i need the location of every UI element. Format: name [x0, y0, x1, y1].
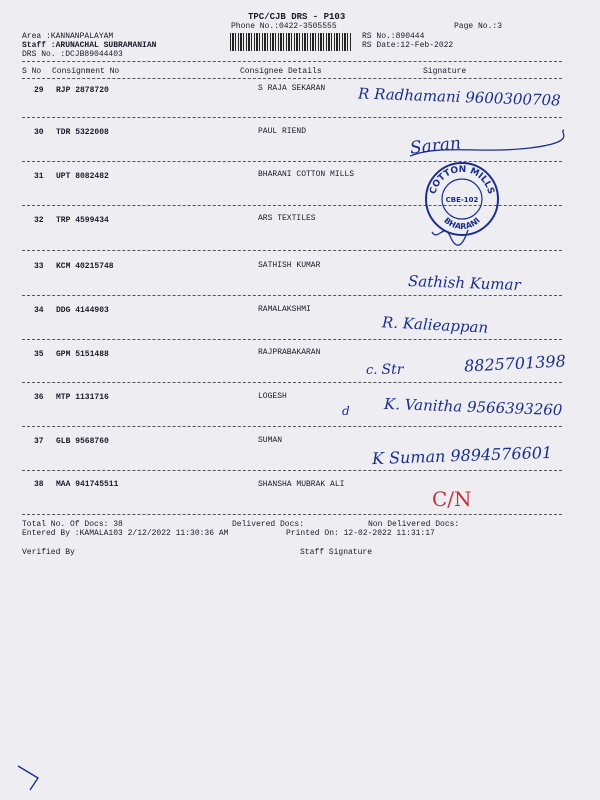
- divider: [22, 61, 562, 62]
- row-consignment: TDR 5322008: [56, 128, 109, 137]
- column-header-signature: Signature: [423, 67, 467, 76]
- row-sno: 38: [34, 480, 44, 489]
- divider: [22, 117, 562, 118]
- drs-number: DRS No. :DCJB89044403: [22, 50, 123, 59]
- row-consignee: RAMALAKSHMI: [258, 305, 311, 314]
- row-consignee: PAUL RIEND: [258, 127, 307, 136]
- row-consignee: RAJPRABAKARAN: [258, 348, 321, 357]
- divider: [22, 514, 562, 515]
- row-consignment: KCM 40215748: [56, 262, 114, 271]
- delivered-docs: Delivered Docs:: [232, 520, 305, 529]
- staff-label: Staff :ARUNACHAL SUBRAMANIAN: [22, 41, 157, 50]
- row-signature: 8825701398: [463, 351, 567, 376]
- row-signature: Sathish Kumar: [407, 272, 521, 294]
- staff-signature: Staff Signature: [300, 548, 373, 557]
- row-signature: R Radhamani 9600300708: [357, 84, 561, 110]
- area-label: Area :KANNANPALAYAM: [22, 32, 114, 41]
- row-consignment: GPM 5151488: [56, 350, 109, 359]
- entered-by: Entered By :KAMALA103 2/12/2022 11:30:36 AM: [22, 529, 229, 538]
- row-signature: Saran: [409, 133, 462, 159]
- stamp-center-text: CBE-102: [445, 196, 479, 204]
- page-number: Page No.:3: [454, 22, 503, 31]
- divider: [22, 339, 562, 340]
- row-signature: K Suman 9894576601: [371, 442, 553, 469]
- row-consignee: ARS TEXTILES: [258, 214, 316, 223]
- row-sno: 32: [34, 216, 44, 225]
- divider: [22, 470, 562, 471]
- row-sno: 35: [34, 350, 44, 359]
- row-consignment: TRP 4599434: [56, 216, 109, 225]
- row-consignment: GLB 9568760: [56, 437, 109, 446]
- row-consignee: BHARANI COTTON MILLS: [258, 170, 355, 179]
- row-sno: 29: [34, 86, 44, 95]
- non-delivered-docs: Non Delivered Docs:: [368, 520, 460, 529]
- row-consignee: LOGESH: [258, 392, 287, 401]
- column-header-consignee: Consignee Details: [240, 67, 322, 76]
- signature-prefix: c. Str: [366, 362, 404, 378]
- row-sno: 37: [34, 437, 44, 446]
- stamp-top-text: COTTON MILLS: [428, 164, 496, 196]
- row-sno: 31: [34, 172, 44, 181]
- stamp-bottom-text: BHARANI: [442, 215, 482, 232]
- verified-by: Verified By: [22, 548, 75, 557]
- rs-date: RS Date:12-Feb-2022: [362, 41, 454, 50]
- row-sno: 36: [34, 393, 44, 402]
- total-docs: Total No. Of Docs: 38: [22, 520, 123, 529]
- row-consignee: SUMAN: [258, 436, 283, 445]
- signature-mark: d: [342, 404, 350, 418]
- row-sno: 33: [34, 262, 44, 271]
- barcode: [230, 33, 352, 51]
- row-consignment: MTP 1131716: [56, 393, 109, 402]
- row-sno: 34: [34, 306, 44, 315]
- divider: [22, 426, 562, 427]
- row-consignment: MAA 941745511: [56, 480, 119, 489]
- phone-number: Phone No.:0422-3505555: [231, 22, 337, 31]
- row-consignment: UPT 8082482: [56, 172, 109, 181]
- row-sno: 30: [34, 128, 44, 137]
- divider: [22, 382, 562, 383]
- row-signature: C/N: [432, 487, 472, 511]
- row-signature: R. Kalieappan: [381, 313, 489, 337]
- svg-text:COTTON MILLS: [428, 165, 495, 195]
- row-consignee: SATHISH KUMAR: [258, 261, 321, 270]
- sheet-title: TPC/CJB DRS - P103: [248, 12, 346, 22]
- row-consignee: S RAJA SEKARAN: [258, 84, 326, 93]
- row-consignment: RJP 2878720: [56, 86, 109, 95]
- row-consignment: DDG 4144903: [56, 306, 109, 315]
- printed-on: Printed On: 12-02-2022 11:31:17: [286, 529, 435, 538]
- corner-ink-mark: [14, 758, 54, 794]
- rs-number: RS No.:890444: [362, 32, 425, 41]
- row-signature: K. Vanitha 9566393260: [383, 394, 563, 420]
- row-consignee: SHANSHA MUBRAK ALI: [258, 480, 345, 489]
- divider: [22, 295, 562, 296]
- divider: [22, 78, 562, 79]
- column-header-consignment: Consignment No: [52, 67, 120, 76]
- stamp-signature-scribble: [428, 212, 488, 252]
- column-header-sno: S No: [22, 67, 42, 76]
